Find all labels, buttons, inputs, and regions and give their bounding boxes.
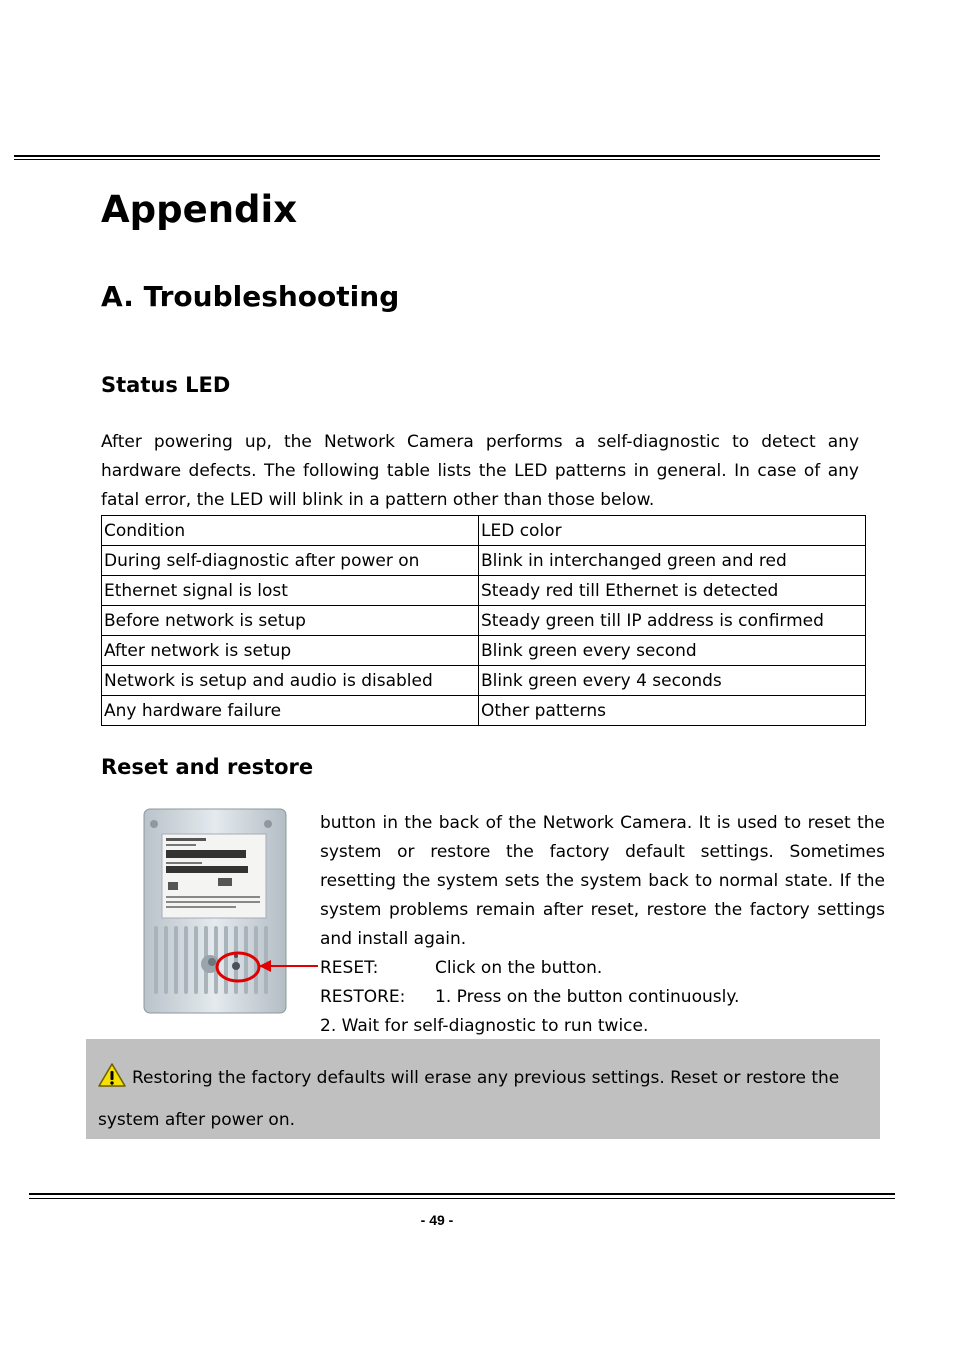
table-cell: Steady green till IP address is confirmed [479, 606, 866, 636]
restore-label: RESTORE: [320, 987, 406, 1007]
table-cell: Any hardware failure [102, 696, 479, 726]
table-header-cell: LED color [479, 516, 866, 546]
restore-step2: 2. Wait for self-diagnostic to run twice. [320, 1016, 649, 1036]
section-title: A. Troubleshooting [101, 280, 400, 313]
warning-box [86, 1039, 880, 1139]
restore-value: 1. Press on the button continuously. [435, 987, 740, 1007]
table-row [102, 546, 866, 576]
table-header-row [102, 516, 866, 546]
table-cell: Ethernet signal is lost [102, 576, 479, 606]
status-led-heading: Status LED [101, 373, 231, 397]
table-cell: Blink green every second [479, 636, 866, 666]
table-cell: Other patterns [479, 696, 866, 726]
table-cell: Blink green every 4 seconds [479, 666, 866, 696]
reset-value: Click on the button. [435, 958, 603, 978]
top-rule [14, 155, 880, 160]
table-row [102, 636, 866, 666]
camera-back-photo [138, 806, 318, 1016]
warning-paragraph [98, 1059, 873, 1139]
reset-line [320, 954, 602, 983]
page-number: - 49 - [420, 1212, 454, 1228]
table-row [102, 696, 866, 726]
table-cell: During self-diagnostic after power on [102, 546, 479, 576]
table-cell: Network is setup and audio is disabled [102, 666, 479, 696]
warning-text: Restoring the factory defaults will erase any previous settings. Reset or restore the system after power on. [98, 1068, 840, 1130]
status-led-intro: After powering up, the Network Camera performs a self-diagnostic to detect any hardware defects. The following table lists the LED patterns in general. In case of any fatal error, the LED will blink in a pattern other than those below. [101, 432, 859, 510]
table-cell: Steady red till Ethernet is detected [479, 576, 866, 606]
table-row [102, 576, 866, 606]
reset-paragraph: button in the back of the Network Camera. It is used to reset the system or restore the factory default settings. Sometimes resetting the system sets the system back to normal state. If the system problems remain after reset, restore the factory settings and install again. [320, 813, 885, 949]
warning-triangle-icon [98, 1063, 126, 1101]
table-row [102, 606, 866, 636]
table-cell: Blink in interchanged green and red [479, 546, 866, 576]
page-title: Appendix [101, 188, 298, 231]
led-table [101, 515, 866, 726]
reset-heading: Reset and restore [101, 755, 314, 779]
table-cell: After network is setup [102, 636, 479, 666]
restore-line [320, 983, 739, 1012]
bottom-rule [29, 1193, 895, 1199]
table-row [102, 666, 866, 696]
table-cell: Before network is setup [102, 606, 479, 636]
reset-label: RESET: [320, 958, 379, 978]
table-header-cell: Condition [102, 516, 479, 546]
